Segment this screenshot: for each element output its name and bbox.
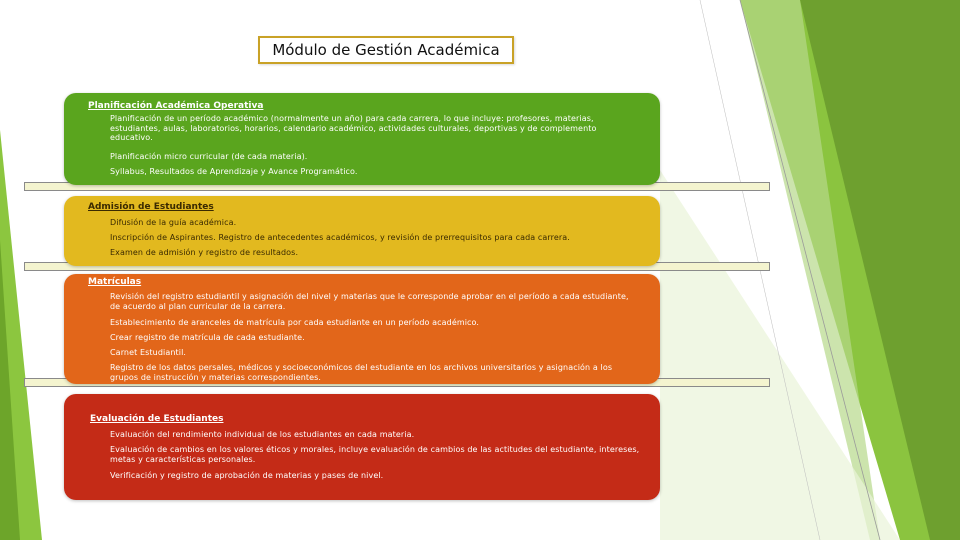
section-item: Evaluación del rendimiento individual de los estudiantes en cada materia. bbox=[110, 430, 415, 439]
section-planificacion bbox=[64, 93, 660, 185]
section-matriculas bbox=[64, 274, 660, 384]
section-item: Crear registro de matrícula de cada estudiante. bbox=[110, 333, 305, 342]
section-item: Verificación y registro de aprobación de materias y pases de nivel. bbox=[110, 471, 384, 480]
section-heading: Matrículas bbox=[88, 277, 142, 287]
section-item: Syllabus, Resultados de Aprendizaje y Avance Programático. bbox=[110, 167, 358, 176]
page-title: Módulo de Gestión Académica bbox=[258, 36, 514, 64]
section-item: Carnet Estudiantil. bbox=[110, 348, 187, 357]
section-heading: Admisión de Estudiantes bbox=[88, 202, 214, 212]
section-heading: Evaluación de Estudiantes bbox=[90, 414, 224, 424]
section-item: Inscripción de Aspirantes. Registro de antecedentes académicos, y revisión de prerrequisitos para cada carrera. bbox=[110, 233, 570, 242]
section-item: Establecimiento de aranceles de matrícula por cada estudiante en un período académico. bbox=[110, 318, 480, 327]
section-item: Planificación de un período académico (normalmente un año) para cada carrera, lo que incluye: profesores, materias, estudiantes, aulas, laboratorios, horarios, calendario académico, actividades culturales, deportivas y de complemento educativo. bbox=[110, 114, 597, 142]
section-evaluacion bbox=[64, 394, 660, 500]
section-admision bbox=[64, 196, 660, 266]
section-item: Registro de los datos persales, médicos y socioeconómicos del estudiante en los archivos universitarios y asignación a los grupos de instrucción y materias correspondientes. bbox=[110, 363, 613, 382]
section-item: Planificación micro curricular (de cada materia). bbox=[110, 152, 308, 161]
section-item: Difusión de la guía académica. bbox=[110, 218, 237, 227]
section-item: Examen de admisión y registro de resultados. bbox=[110, 248, 299, 257]
section-item: Evaluación de cambios en los valores éticos y morales, incluye evaluación de cambios de las actitudes del estudiante, intereses, metas y características personales. bbox=[110, 445, 640, 464]
section-heading: Planificación Académica Operativa bbox=[88, 101, 264, 111]
section-item: Revisión del registro estudiantil y asignación del nivel y materias que le corresponde aprobar en el período a cada estudiante, de acuerdo al plan curricular de la carrera. bbox=[110, 292, 629, 311]
